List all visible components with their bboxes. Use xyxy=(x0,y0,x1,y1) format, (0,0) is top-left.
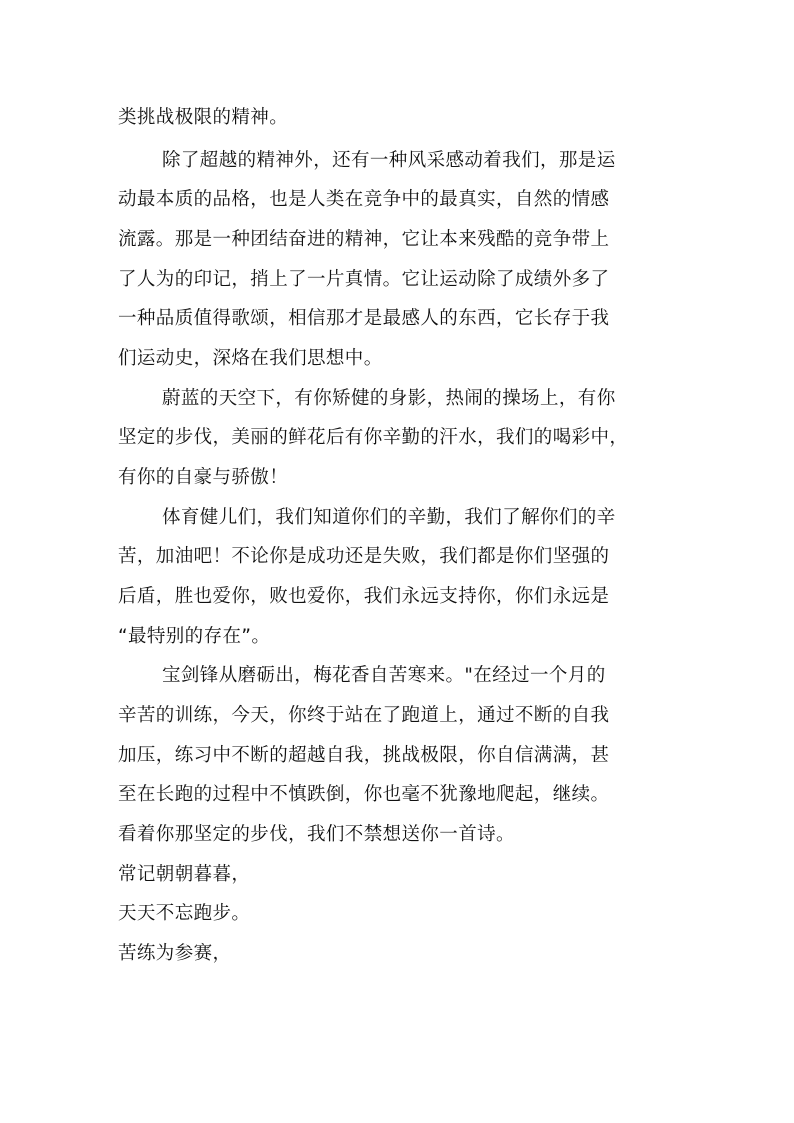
text-line: 坚定的步伐，美丽的鲜花后有你辛勤的汗水，我们的喝彩中， xyxy=(118,427,629,448)
text-line: 有你的自豪与骄傲！ xyxy=(118,467,289,488)
text-line: “最特别的存在”。 xyxy=(118,626,271,647)
text-line: 看着你那坚定的步伐，我们不禁想送你一首诗。 xyxy=(118,824,515,845)
text-line: 苦，加油吧！不论你是成功还是失败，我们都是你们坚强的 xyxy=(118,546,610,567)
text-line: 后盾，胜也爱你，败也爱你，我们永远支持你，你们永远是 xyxy=(118,586,610,607)
text-line: 辛苦的训练，今天，你终于站在了跑道上，通过不断的自我 xyxy=(118,705,610,726)
poem-line: 常记朝朝暮暮， xyxy=(118,864,251,885)
text-line: 一种品质值得歌颂，相信那才是最感人的东西，它长存于我 xyxy=(118,308,610,329)
paragraph-start-line: 宝剑锋从磨砺出，梅花香自苦寒来。"在经过一个月的 xyxy=(162,665,606,686)
poem-line: 天天不忘跑步。 xyxy=(118,903,251,924)
text-line: 加压，练习中不断的超越自我，挑战极限，你自信满满，甚 xyxy=(118,745,610,766)
paragraph-start-line: 体育健儿们，我们知道你们的辛勤，我们了解你们的辛 xyxy=(162,507,616,528)
text-line: 流露。那是一种团结奋进的精神，它让本来残酷的竞争带上 xyxy=(118,229,610,250)
poem-line: 苦练为参赛， xyxy=(118,943,232,964)
text-line: 们运动史，深烙在我们思想中。 xyxy=(118,348,383,369)
paragraph-start-line: 除了超越的精神外，还有一种风采感动着我们，那是运 xyxy=(162,150,616,171)
text-line: 动最本质的品格，也是人类在竞争中的最真实，自然的情感 xyxy=(118,189,610,210)
text-line: 至在长跑的过程中不慎跌倒，你也毫不犹豫地爬起，继续。 xyxy=(118,784,610,805)
paragraph-start-line: 蔚蓝的天空下，有你矫健的身影，热闹的操场上，有你 xyxy=(162,388,616,409)
text-line: 类挑战极限的精神。 xyxy=(118,107,289,128)
text-line: 了人为的印记，捎上了一片真情。它让运动除了成绩外多了 xyxy=(118,269,610,290)
